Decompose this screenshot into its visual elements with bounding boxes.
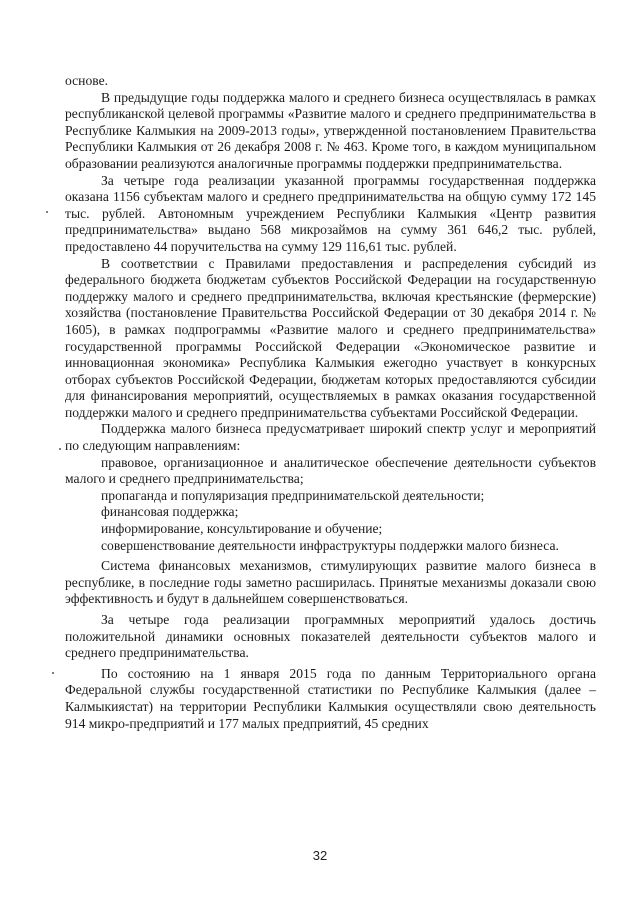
list-item-promotion: пропаганда и популяризация предпринимательской деятельности; (101, 487, 485, 503)
scan-speck (52, 672, 54, 674)
paragraph-previous-support: В предыдущие годы поддержка малого и среднего бизнеса осуществлялась в рамках республиканской целевой программы «Развитие малого и среднего предпринимательства в Республике Калмыкия на 2009-2013 годы», утвержденной постановлением Правительства Республики Калмыкия от 26 декабря 2008 г. № 463. Кроме того, в каждом муниципальном образовании реализуются аналогичные программы поддержки предпринимательства. (65, 89, 596, 171)
list-item-legal-support: правовое, организационное и аналитическое обеспечение деятельности субъектов малого и среднего предпринимательства; (65, 454, 596, 487)
paragraph-financial-mechanisms: Система финансовых механизмов, стимулирующих развитие малого бизнеса в республике, в последние годы заметно расширилась. Принятые механизмы доказали свою эффективность и будут в дальнейшем совершенствоваться. (65, 558, 596, 607)
paragraph-continuation: основе. (65, 73, 109, 88)
list-item-consulting: информирование, консультирование и обучение; (101, 521, 383, 537)
list-item-infrastructure: совершенствование деятельности инфраструктуры поддержки малого бизнеса. (101, 537, 559, 553)
page-body (65, 73, 596, 732)
page-number: 32 (312, 848, 328, 863)
paragraph-positive-dynamics: За четыре года реализации программных мероприятий удалось достичь положительной динамики основных показателей деятельности субъектов малого и среднего предпринимательства. (65, 612, 596, 661)
list-item-financial-support: финансовая поддержка; (101, 504, 239, 520)
paragraph-support-directions: Поддержка малого бизнеса предусматривает широкий спектр услуг и мероприятий по следующим направлениям: (65, 421, 596, 454)
paragraph-program-results: За четыре года реализации указанной программы государственная поддержка оказана 1156 субъектам малого и среднего предпринимательства на общую сумму 172 145 тыс. рублей. Автономным учреждением Республики Калмыкия «Центр развития предпринимательства» выдано 568 микрозаймов на сумму 361 646,2 тыс. рублей, предоставлено 44 поручительства на сумму 129 116,61 тыс. рублей. (65, 172, 596, 254)
paragraph-statistics: По состоянию на 1 января 2015 года по данным Территориального органа Федеральной службы государственной статистики по Республике Калмыкия (далее – Калмыкиястат) на территории Республики Калмыкия осуществляли свою деятельность 914 микро-предприятий и 177 малых предприятий, 45 средних (65, 665, 596, 731)
scan-speck (46, 211, 48, 213)
paragraph-federal-subsidies: В соответствии с Правилами предоставления и распределения субсидий из федерального бюджета бюджетам субъектов Российской Федерации на государственную поддержку малого и среднего предпринимательства, включая крестьянские (фермерские) хозяйства (постановление Правительства Российской Федерации от 30 декабря 2014 г. № 1605), в рамках подпрограммы «Развитие малого и среднего предпринимательства» государственной программы Российской Федерации «Экономическое развитие и инновационная экономика» Республика Калмыкия ежегодно участвует в конкурсных отборах субъектов Российской Федерации, бюджетам которых предоставляются субсидии для финансирования мероприятий, осуществляемых в рамках оказания государственной поддержки малого и среднего предпринимательства субъектами Российской Федерации. (65, 255, 596, 420)
scan-speck (59, 448, 61, 450)
